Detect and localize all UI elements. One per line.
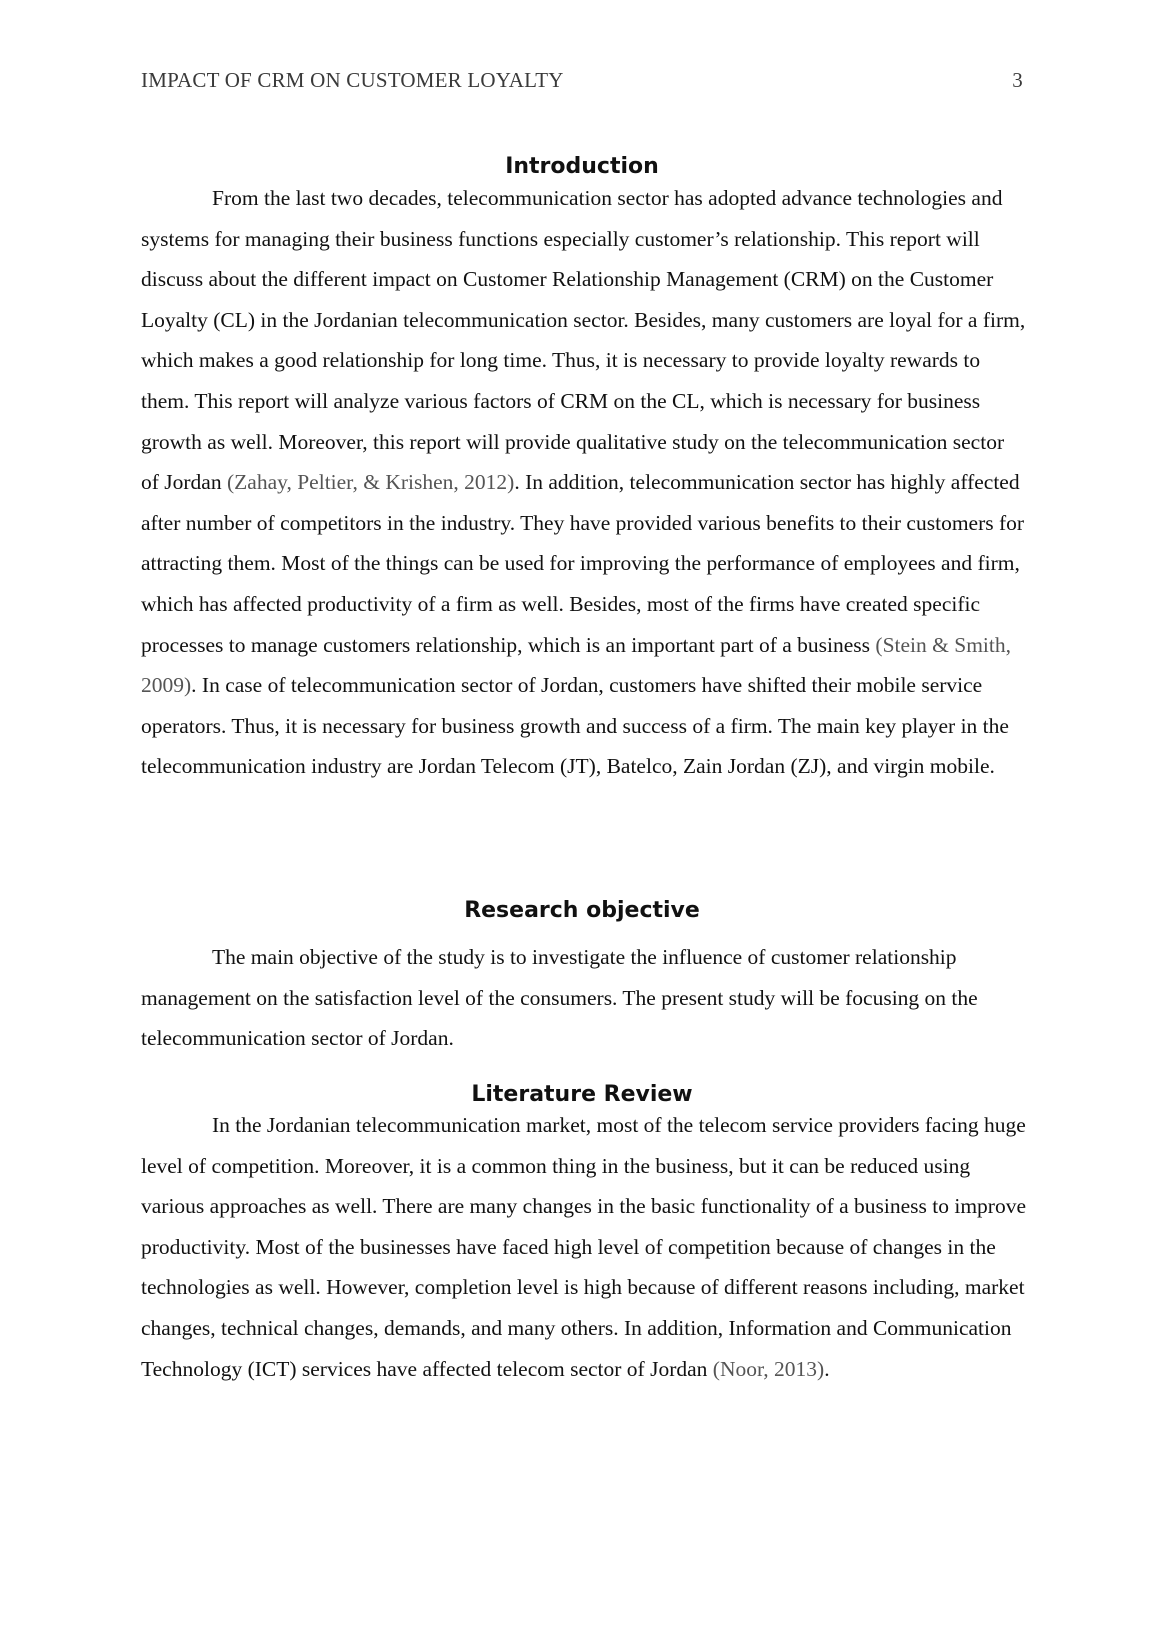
citation-stein: (Stein & Smith, 2009) <box>141 632 1012 698</box>
introduction-paragraph <box>141 178 1027 787</box>
page-number: 3 <box>1012 68 1023 92</box>
literature-review-text-1: In the Jordanian telecommunication market, most of the telecom service providers facing huge level of competition. Moreover, it is a common thing in the business, but it can be reduced using various approaches as well. There are many changes in the basic functionality of a business to improve productivity. Most of the businesses have faced high level of competition because of changes in the technologies as well. However, completion level is high because of different reasons including, market changes, technical changes, demands, and many others. In addition, Information and Communication Technology (ICT) services have affected telecom sector of Jordan <box>141 1113 1027 1381</box>
introduction-text-1: From the last two decades, telecommunication sector has adopted advance technologies and systems for managing their business functions especially customer’s relationship. This report will discuss about the different impact on Customer Relationship Management (CRM) on the Customer Loyalty (CL) in the Jordanian telecommunication sector. Besides, many customers are loyal for a firm, which makes a good relationship for long time. Thus, it is necessary to provide loyalty rewards to them. This report will analyze various factors of CRM on the CL, which is necessary for business growth as well. Moreover, this report will provide qualitative study on the telecommunication sector of Jordan <box>141 186 1026 495</box>
introduction-body <box>141 178 1027 787</box>
introduction-text-2: . In addition, telecommunication sector has highly affected after number of competitors in the industry. They have provided various benefits to their customers for attracting them. Most of the things can be used for improving the performance of employees and firm, which has affected productivity of a firm as well. Besides, most of the firms have created specific processes to manage customers relationship, which is an important part of a business <box>141 470 1025 657</box>
running-header <box>141 68 1023 98</box>
introduction-heading: Introduction <box>505 154 659 179</box>
research-objective-body <box>141 937 1027 1059</box>
introduction-text-3: . In case of telecommunication sector of Jordan, customers have shifted their mobile service operators. Thus, it is necessary for business growth and success of a firm. The main key player in the telecommunication industry are Jordan Telecom (JT), Batelco, Zain Jordan (ZJ), and virgin mobile. <box>141 673 1009 779</box>
research-objective-paragraph: The main objective of the study is to investigate the influence of customer relationship management on the satisfaction level of the consumers. The present study will be focusing on the telecommunication sector of Jordan. <box>141 945 978 1051</box>
literature-review-paragraph <box>141 1105 1027 1389</box>
literature-review-text-2: . <box>824 1356 830 1381</box>
running-head-title: IMPACT OF CRM ON CUSTOMER LOYALTY <box>141 68 564 92</box>
literature-review-heading: Literature Review <box>471 1082 693 1107</box>
citation-noor: (Noor, 2013) <box>712 1356 825 1381</box>
citation-zahay: (Zahay, Peltier, & Krishen, 2012) <box>226 470 515 495</box>
literature-review-body <box>141 1105 1027 1389</box>
research-objective-heading: Research objective <box>464 898 700 923</box>
